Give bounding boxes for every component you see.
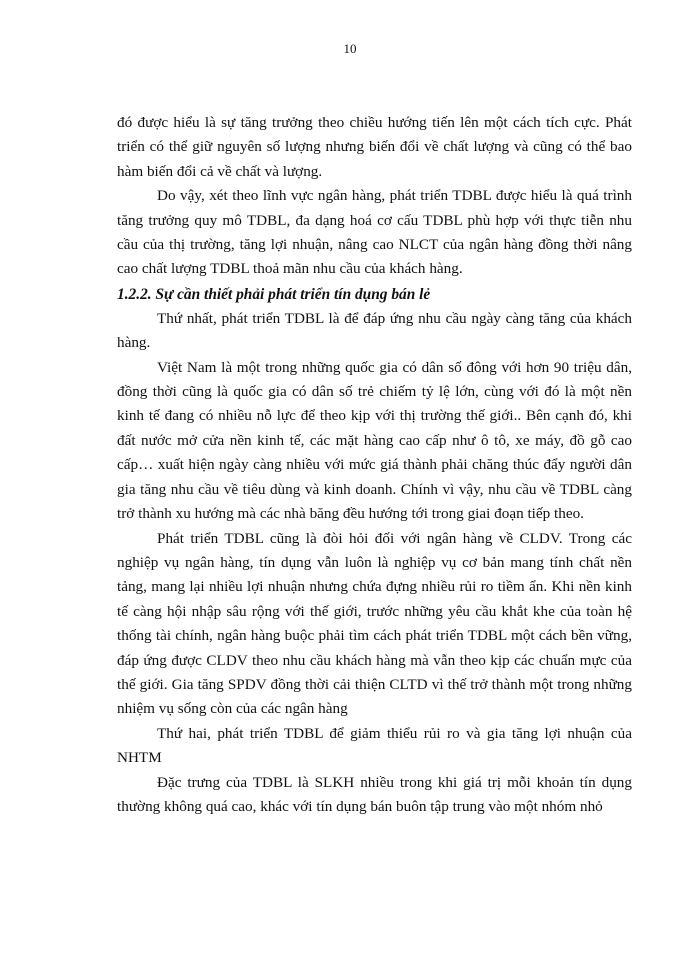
paragraph-service-quality: Phát triển TDBL cũng là đòi hỏi đối với ngân hàng về CLDV. Trong các nghiệp vụ ngân hàng, tín dụng vẫn luôn là nghiệp vụ cơ bản mang tính chất nền tảng, mang lại nhiều lợi nhuận nhưng chứa đựng nhiều rủi ro tiềm ẩn. Khi nền kinh tế càng hội nhập sâu rộng với thế giới, trước những yêu cầu khắt khe của toàn hệ thống tài chính, ngân hàng buộc phải tìm cách phát triển TDBL một cách bền vững, đáp ứng được CLDV theo nhu cầu khách hàng mà vẫn theo kịp các chuẩn mực của thế giới. Gia tăng SPDV đồng thời cải thiện CLTD vì thế trở thành một trong những nhiệm vụ sống còn của các ngân hàng [117, 529, 632, 718]
paragraph-tdbl-development: Do vậy, xét theo lĩnh vực ngân hàng, phát triển TDBL được hiểu là quá trình tăng trưởng quy mô TDBL, đa dạng hoá cơ cấu TDBL phù hợp với thực tiễn nhu cầu của thị trường, tăng lợi nhuận, nâng cao NLCT của ngân hàng đồng thời nâng cao chất lượng TDBL thoả mãn nhu cầu của khách hàng. [117, 187, 632, 278]
page-number: 10 [343, 41, 357, 56]
document-body [117, 111, 632, 819]
paragraph-development-definition: đó được hiểu là sự tăng trưởng theo chiều hướng tiến lên một cách tích cực. Phát triển có thể giữ nguyên số lượng nhưng biến đổi về chất lượng và cũng có thể bao hàm biến đổi cả về chất và lượng. [117, 114, 632, 180]
paragraph-second-reason: Thứ hai, phát triển TDBL để giảm thiểu rủi ro và gia tăng lợi nhuận của NHTM [117, 724, 632, 767]
paragraph-first-reason: Thứ nhất, phát triển TDBL là để đáp ứng nhu cầu ngày càng tăng của khách hàng. [117, 309, 632, 352]
paragraph-vietnam-demand: Việt Nam là một trong những quốc gia có dân số đông với hơn 90 triệu dân, đồng thời cũng là quốc gia có dân số trẻ chiếm tỷ lệ lớn, cùng với đó là một nền kinh tế đang có nhiều nỗ lực để theo kịp với thị trường thế giới.. Bên cạnh đó, khi đất nước mở cửa nền kinh tế, các mặt hàng cao cấp như ô tô, xe máy, đồ gỗ cao cấp… xuất hiện ngày càng nhiều với mức giá thành phải chăng thúc đẩy người dân gia tăng nhu cầu về tiêu dùng và kinh doanh. Chính vì vậy, nhu cầu về TDBL càng trở thành xu hướng mà các nhà băng đều hướng tới trong giai đoạn tiếp theo. [117, 358, 632, 523]
section-heading: 1.2.2. Sự cần thiết phải phát triển tín dụng bán lẻ [117, 285, 431, 303]
paragraph-tdbl-characteristics: Đặc trưng của TDBL là SLKH nhiều trong khi giá trị mỗi khoản tín dụng thường không quá cao, khác với tín dụng bán buôn tập trung vào một nhóm nhỏ [117, 773, 632, 815]
